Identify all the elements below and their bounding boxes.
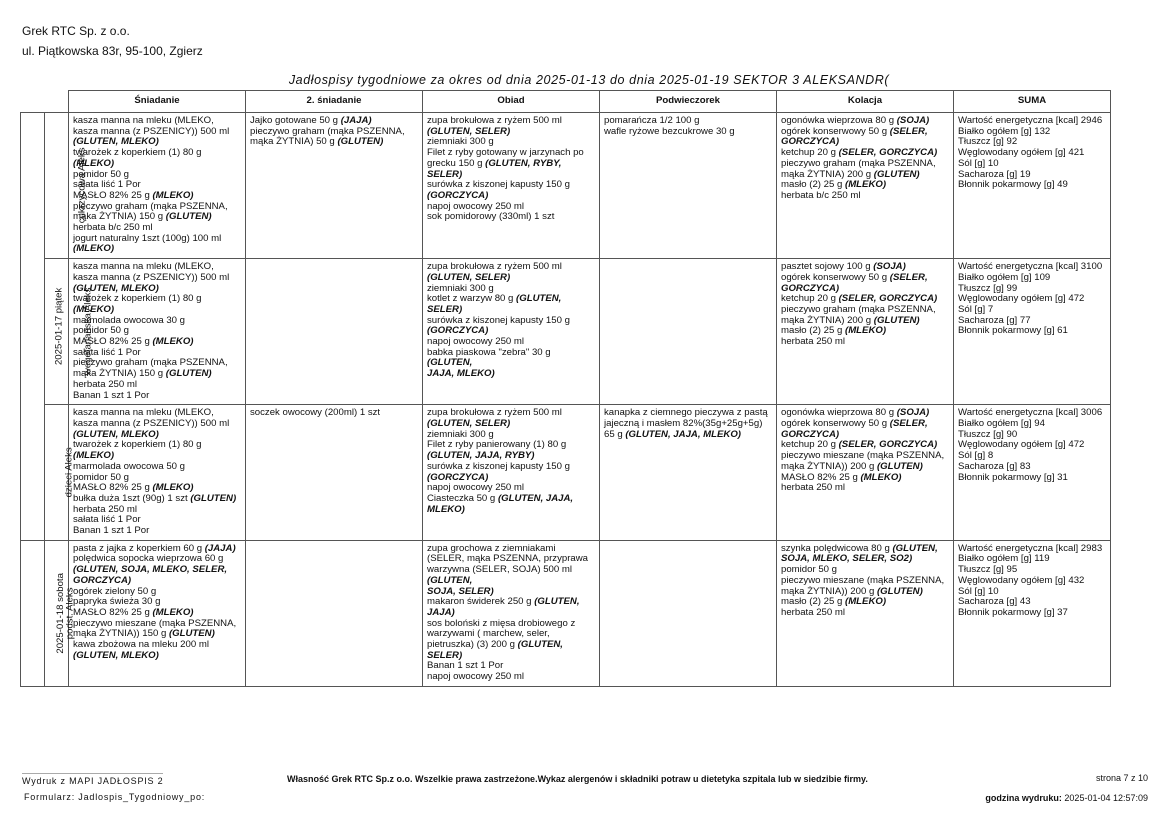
meal-item: sos boloński z mięsa drobiowego z warzywami ( marchew, seler, pietruszka) (3) 200 g (GLUTEN, SELER) — [427, 617, 576, 661]
meal-item: JAJA) — [427, 606, 455, 618]
meal-item: MLEKO) — [427, 503, 465, 515]
nutrition-line: Tłuszcz [g] 92 — [958, 136, 1018, 148]
form-name: Formularz: Jadlospis_Tygodniowy_po: — [24, 792, 206, 802]
meal-item: Banan 1 szt 1 Por — [73, 525, 150, 537]
printout-source: Wydruk z MAPI JADŁOSPIS 2 — [22, 773, 163, 786]
meal-item: zupa grochowa z ziemniakami (SELER, mąka PSZENNA, przyprawa warzywna (SELER, SOJA) 500 ml (GLUTEN, — [427, 542, 589, 586]
print-time-value: 2025-01-04 12:57:09 — [1064, 793, 1148, 803]
meal-item: marmolada owocowa 30 g — [73, 314, 185, 326]
meal-item: herbata 250 ml — [73, 378, 137, 390]
meal-cell — [954, 113, 1111, 259]
nutrition-line: Węglowodany ogółem [g] 472 — [958, 293, 1085, 305]
meal-item: soczek owocowy (200ml) 1 szt — [250, 407, 381, 419]
nutrition-line: Błonnik pokarmowy [g] 31 — [958, 471, 1068, 483]
nutrition-line: Białko ogółem [g] 132 — [958, 125, 1051, 137]
meal-item: surówka z kiszonej kapusty 150 g — [427, 179, 570, 191]
meal-item: papryka świeża 30 g — [73, 596, 161, 608]
meal-item: pieczywo mieszane (mąka PSZENNA, mąka ŻYTNIA)) 200 g (GLUTEN) — [781, 450, 945, 472]
nutrition-line: Błonnik pokarmowy [g] 37 — [958, 606, 1068, 618]
meal-item: zupa brokułowa z ryżem 500 ml — [427, 407, 562, 419]
meal-item: pomidor 50 g — [781, 564, 837, 576]
meal-item: pieczywo graham (mąka PSZENNA, mąka ŻYTNIA) 200 g (GLUTEN) — [781, 157, 936, 180]
meal-cell — [246, 259, 423, 405]
meal-item: sałata liść 1 Por — [73, 346, 141, 358]
meal-item: MASŁO 82% 25 g (MLEKO) — [73, 189, 194, 201]
meal-cell — [600, 113, 777, 259]
meal-item: kotlet z warzyw 80 g (GLUTEN, SELER) — [427, 293, 562, 315]
meal-item: marmolada owocowa 50 g — [73, 460, 185, 472]
meal-item: MASŁO 82% 25 g (MLEKO) — [73, 606, 194, 618]
meal-cell — [954, 259, 1111, 405]
meal-item: pomidor 50 g — [73, 325, 129, 337]
meal-item: GORCZYCA) — [781, 282, 840, 294]
meal-item: szynka polędwicowa 80 g (GLUTEN, — [781, 542, 938, 554]
meal-item: sok pomidorowy (330ml) 1 szt — [427, 211, 555, 223]
meal-item: SOJA, MLEKO, SELER, SO2) — [781, 553, 913, 565]
nutrition-line: Sacharoza [g] 43 — [958, 596, 1031, 608]
meal-item: pasztet sojowy 100 g (SOJA) — [781, 261, 906, 273]
meal-cell — [600, 259, 777, 405]
meal-item: makaron świderek 250 g (GLUTEN, — [427, 596, 580, 608]
meal-item: ogonówka wieprzowa 80 g (SOJA) — [781, 407, 930, 419]
diet-label: dzieci Aleks — [63, 447, 75, 498]
meal-item: ogórek konserwowy 50 g (SELER, — [781, 271, 928, 283]
meal-item: (GLUTEN, SOJA, MLEKO, SELER, — [73, 564, 228, 576]
nutrition-line: Sól [g] 10 — [958, 585, 999, 597]
meal-item: Filet z ryby gotowany w jarzynach po grecku 150 g (GLUTEN, RYBY, SELER) — [427, 147, 584, 180]
meal-item: ketchup 20 g (SELER, GORCZYCA) — [781, 293, 938, 305]
meal-item: GORCZYCA) — [73, 574, 132, 586]
nutrition-line: Błonnik pokarmowy [g] 49 — [958, 179, 1068, 191]
meal-item: (GORCZYCA) — [427, 189, 489, 201]
menu-table — [20, 90, 1111, 687]
meal-item: GORCZYCA) — [781, 136, 840, 148]
meal-item: SOJA, SELER) — [427, 585, 494, 597]
day-label: 2025-01-18 sobota — [54, 573, 66, 654]
meal-cell — [600, 405, 777, 540]
meal-item: bułka duża 1szt (90g) 1 szt (GLUTEN) — [73, 492, 237, 504]
meal-item: (MLEKO) — [73, 243, 115, 255]
meal-item: pieczywo mieszane (mąka PSZENNA, mąka ŻYTNIA)) 200 g (GLUTEN) — [781, 574, 945, 597]
meal-cell — [423, 259, 600, 405]
nutrition-line: Wartość energetyczna [kcal] 2946 — [958, 115, 1103, 126]
meal-item: Ciasteczka 50 g (GLUTEN, JAJA, — [427, 492, 574, 504]
meal-cell — [954, 405, 1111, 540]
meal-cell — [246, 405, 423, 540]
table-row — [21, 405, 1111, 540]
company-address: ul. Piątkowska 83r, 95-100, Zgierz — [22, 44, 203, 58]
meal-item: twarożek z koperkiem (1) 80 g (MLEKO) — [73, 439, 202, 462]
meal-item: wafle ryżowe bezcukrowe 30 g — [604, 125, 735, 137]
meal-item: (GLUTEN, SELER) — [427, 271, 511, 283]
table-row — [21, 113, 1111, 259]
meal-cell — [423, 113, 600, 259]
meal-item: Banan 1 szt 1 Por — [427, 660, 504, 672]
meal-item: napoj owocowy 250 ml — [427, 671, 525, 683]
meal-item: masło (2) 25 g (MLEKO) — [781, 179, 887, 191]
day-label: 2025-01-17 piątek — [53, 287, 65, 366]
meal-item: ogórek konserwowy 50 g (SELER, — [781, 125, 928, 137]
meal-cell — [246, 113, 423, 259]
diet-label-cell — [45, 113, 88, 259]
meal-item: kasza manna na mleku (MLEKO, kasza manna (z PSZENICY)) 500 ml — [73, 407, 230, 429]
meal-item: ketchup 20 g (SELER, GORCZYCA) — [781, 147, 938, 159]
meal-cell — [777, 540, 954, 686]
nutrition-line: Tłuszcz [g] 99 — [958, 282, 1018, 294]
nutrition-line: Wartość energetyczna [kcal] 3100 — [958, 261, 1103, 273]
meal-cell — [777, 405, 954, 540]
meal-item: napoj owocowy 250 ml — [427, 482, 525, 494]
meal-item: Banan 1 szt 1 Por — [73, 389, 150, 401]
nutrition-line: Tłuszcz [g] 95 — [958, 564, 1018, 576]
meal-item: surówka z kiszonej kapusty 150 g — [427, 314, 570, 326]
nutrition-line: Tłuszcz [g] 90 — [958, 428, 1018, 440]
meal-item: ogórek zielony 50 g — [73, 585, 157, 597]
header-row — [21, 91, 1111, 113]
meal-item: herbata 250 ml — [781, 482, 845, 494]
meal-cell — [777, 259, 954, 405]
meal-item: (GLUTEN, JAJA, RYBY) — [427, 450, 535, 462]
meal-item: pasta z jajka z koperkiem 60 g (JAJA) — [73, 542, 236, 554]
diet-label: podst. Aleks — [64, 587, 76, 640]
meal-cell — [246, 540, 423, 686]
meal-item: twarożek z koperkiem (1) 80 g (MLEKO) — [73, 293, 202, 315]
meal-item: pomidor 50 g — [73, 168, 129, 180]
nutrition-line: Sacharoza [g] 19 — [958, 168, 1031, 180]
meal-item: herbata b/c 250 ml — [781, 189, 861, 201]
print-time-label: godzina wydruku: — [985, 793, 1062, 803]
meal-cell — [954, 540, 1111, 686]
meal-item: ziemniaki 300 g — [427, 428, 494, 440]
meal-item: surówka z kiszonej kapusty 150 g — [427, 460, 570, 472]
meal-item: pieczywo graham (mąka PSZENNA, mąka ŻYTNIA) 50 g (GLUTEN) — [250, 125, 405, 148]
meal-item: jogurt naturalny 1szt (100g) 100 ml — [73, 232, 222, 244]
meal-item: herbata 250 ml — [781, 336, 845, 348]
meal-item: pieczywo graham (mąka PSZENNA, mąka ŻYTNIA) 150 g (GLUTEN) — [73, 200, 228, 223]
meal-item: herbata 250 ml — [73, 503, 137, 515]
meal-item: kasza manna na mleku (MLEKO, kasza manna (z PSZENICY)) 500 ml — [73, 115, 230, 137]
meal-item: napoj owocowy 250 ml — [427, 336, 525, 348]
meal-item: (GORCZYCA) — [427, 325, 489, 337]
meal-item: sałata liść 1 Por — [73, 514, 141, 526]
meal-item: zupa brokułowa z ryżem 500 ml — [427, 115, 562, 126]
meal-item: kasza manna na mleku (MLEKO, kasza manna (z PSZENICY)) 500 ml — [73, 261, 230, 283]
meal-item: (GLUTEN, SELER) — [427, 125, 511, 137]
meal-item: pieczywo graham (mąka PSZENNA, mąka ŻYTNIA) 150 g (GLUTEN) — [73, 357, 228, 380]
page-number: strona 7 z 10 — [1095, 773, 1148, 783]
meal-item: MASŁO 82% 25 g (MLEKO) — [73, 482, 194, 494]
nutrition-line: Węglowodany ogółem [g] 421 — [958, 147, 1085, 159]
meal-item: ogonówka wieprzowa 80 g (SOJA) — [781, 115, 930, 126]
day-label-cell — [21, 540, 66, 686]
nutrition-line: Sól [g] 10 — [958, 157, 999, 169]
meal-item: JAJA, MLEKO) — [427, 368, 495, 380]
meal-item: pomarańcza 1/2 100 g — [604, 115, 700, 126]
meal-item: masło (2) 25 g (MLEKO) — [781, 325, 887, 337]
meal-cell — [69, 540, 246, 686]
column-header: Śniadanie — [69, 91, 246, 113]
table-row — [21, 259, 1111, 405]
nutrition-line: Sacharoza [g] 83 — [958, 460, 1031, 472]
meal-item: ogórek konserwowy 50 g (SELER, — [781, 417, 928, 429]
meal-item: (GORCZYCA) — [427, 471, 489, 483]
column-header: Podwieczorek — [600, 91, 777, 113]
meal-cell — [423, 540, 600, 686]
nutrition-line: Białko ogółem [g] 94 — [958, 417, 1045, 429]
meal-item: herbata b/c 250 ml — [73, 222, 153, 234]
meal-item: Jajko gotowane 50 g (JAJA) — [250, 115, 372, 126]
meal-item: kawa zbożowa na mleku 200 ml — [73, 639, 209, 651]
nutrition-line: Białko ogółem [g] 109 — [958, 271, 1051, 283]
nutrition-line: Sacharoza [g] 77 — [958, 314, 1031, 326]
nutrition-line: Wartość energetyczna [kcal] 3006 — [958, 407, 1103, 419]
nutrition-line: Błonnik pokarmowy [g] 61 — [958, 325, 1068, 337]
column-header: Obiad — [423, 91, 600, 113]
meal-item: polędwica sopocka wieprzowa 60 g — [73, 553, 224, 565]
meal-item: (GLUTEN, MLEKO) — [73, 136, 159, 148]
diet-label-cell — [45, 405, 75, 540]
day-label-cell — [21, 113, 65, 541]
meal-cell — [423, 405, 600, 540]
meal-item: herbata 250 ml — [781, 606, 845, 618]
meal-item: MASŁO 82% 25 g (MLEKO) — [73, 336, 194, 348]
ownership-note: Własność Grek RTC Sp.z o.o. Wszelkie prawa zastrzeżone.Wykaz alergenów i składniki potraw u dietetyka szpitala lub w siedzibie firmy. — [287, 774, 868, 784]
meal-item: masło (2) 25 g (MLEKO) — [781, 596, 887, 608]
nutrition-line: Węglowodany ogółem [g] 432 — [958, 574, 1085, 586]
meal-item: sałata liść 1 Por — [73, 179, 141, 191]
column-header: Kolacja — [777, 91, 954, 113]
meal-item: GORCZYCA) — [781, 428, 840, 440]
meal-cell — [777, 113, 954, 259]
nutrition-line: Węglowodany ogółem [g] 472 — [958, 439, 1085, 451]
company-name: Grek RTC Sp. z o.o. — [22, 24, 130, 38]
meal-item: zupa brokułowa z ryżem 500 ml — [427, 261, 562, 273]
nutrition-line: Białko ogółem [g] 119 — [958, 553, 1050, 565]
diet-label: cukrzycowa Aleks — [76, 147, 88, 224]
meal-item: ziemniaki 300 g — [427, 136, 494, 148]
meal-item: pomidor 50 g — [73, 471, 129, 483]
meal-item: Filet z ryby panierowany (1) 80 g — [427, 439, 567, 451]
meal-item: (GLUTEN, MLEKO) — [73, 649, 159, 661]
diet-label: wegetariańska Aleks — [82, 287, 94, 376]
meal-item: kanapka z ciemnego pieczywa z pastą jajeczną i masłem 82%(35g+25g+5g) 65 g (GLUTEN, JAJA, MLEKO) — [604, 407, 768, 440]
meal-item: (GLUTEN, MLEKO) — [73, 282, 159, 294]
table-row — [21, 540, 1111, 686]
meal-item: (GLUTEN, MLEKO) — [73, 428, 159, 440]
nutrition-line: Sól [g] 7 — [958, 303, 994, 315]
meal-cell — [69, 405, 246, 540]
meal-cell — [600, 540, 777, 686]
nutrition-line: Sól [g] 8 — [958, 450, 994, 462]
meal-item: MASŁO 82% 25 g (MLEKO) — [781, 471, 902, 483]
meal-item: (GLUTEN, SELER) — [427, 417, 511, 429]
meal-cell — [69, 259, 246, 405]
meal-item: napoj owocowy 250 ml — [427, 200, 525, 212]
meal-item: ziemniaki 300 g — [427, 282, 494, 294]
print-time — [985, 793, 1148, 803]
column-header: SUMA — [954, 91, 1111, 113]
meal-item: pieczywo graham (mąka PSZENNA, mąka ŻYTNIA) 200 g (GLUTEN) — [781, 303, 936, 326]
column-header: 2. śniadanie — [246, 91, 423, 113]
nutrition-line: Wartość energetyczna [kcal] 2983 — [958, 542, 1103, 554]
meal-item: twarożek z koperkiem (1) 80 g (MLEKO) — [73, 147, 202, 169]
meal-item: pieczywo mieszane (mąka PSZENNA, mąka ŻYTNIA)) 150 g (GLUTEN) — [73, 617, 237, 640]
document-title: Jadłospisy tygodniowe za okres od dnia 2025-01-13 do dnia 2025-01-19 SEKTOR 3 ALEKSANDR( — [288, 73, 890, 87]
meal-item: babka piaskowa "zebra" 30 g (GLUTEN, — [427, 346, 551, 369]
meal-item: ketchup 20 g (SELER, GORCZYCA) — [781, 439, 938, 451]
meal-cell — [69, 113, 246, 259]
